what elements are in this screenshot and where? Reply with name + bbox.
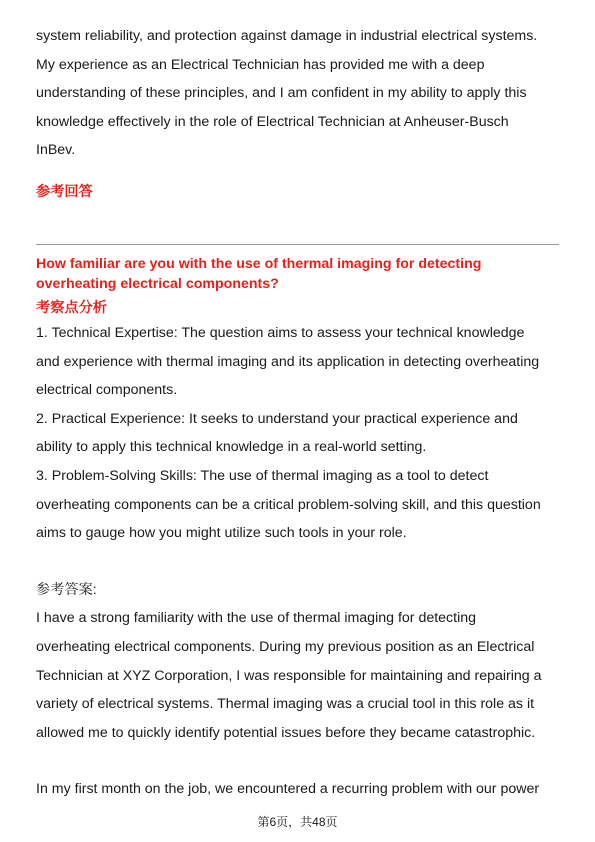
text-line: In my first month on the job, we encountered a recurring problem with our power [36, 781, 540, 798]
text-line: My experience as an Electrical Technician has provided me with a deep [36, 56, 485, 73]
page-number-footer: 第6页，共48页 [257, 815, 338, 829]
text-line: variety of electrical systems. Thermal imaging was a crucial tool in this role as it [36, 696, 535, 713]
text-line: ability to apply this technical knowledge in a real-world setting. [36, 439, 427, 456]
text-line: understanding of these principles, and I am confident in my ability to apply this [36, 85, 527, 102]
text-line: overheating components can be a critical problem-solving skill, and this question [36, 496, 541, 513]
analysis-section [36, 319, 559, 548]
text-line: I have a strong familiarity with the use of thermal imaging for detecting [36, 610, 477, 627]
section-divider [36, 244, 559, 245]
text-line: and experience with thermal imaging and its application in detecting overheating [36, 353, 540, 370]
text-line: overheating electrical components. During my previous position as an Electrical [36, 638, 535, 655]
text-line: 1. Technical Expertise: The question aims to assess your technical knowledge [36, 324, 525, 341]
previous-answer-continuation [36, 22, 559, 165]
question-line: overheating electrical components? [36, 275, 279, 292]
text-line: electrical components. [36, 382, 178, 399]
text-line: 2. Practical Experience: It seeks to understand your practical experience and [36, 410, 518, 427]
question-heading [36, 254, 559, 294]
text-line: knowledge effectively in the role of Electrical Technician at Anheuser-Busch [36, 113, 509, 130]
text-line: 3. Problem-Solving Skills: The use of thermal imaging as a tool to detect [36, 467, 489, 484]
reference-answer-heading: 参考回答 [36, 183, 93, 200]
text-line: InBev. [36, 142, 76, 159]
analysis-heading: 考察点分析 [36, 299, 107, 316]
text-line: system reliability, and protection against damage in industrial electrical systems. [36, 28, 538, 44]
text-line: allowed me to quickly identify potential issues before they became catastrophic. [36, 724, 536, 741]
spacer [36, 548, 559, 576]
question-line: How familiar are you with the use of thermal imaging for detecting [36, 255, 482, 272]
page-content [36, 22, 559, 804]
text-line: aims to gauge how you might utilize such tools in your role. [36, 525, 407, 542]
spacer [36, 747, 559, 775]
answer-section [36, 604, 559, 747]
answer-heading: 参考答案: [36, 581, 97, 598]
text-line: Technician at XYZ Corporation, I was responsible for maintaining and repairing a [36, 667, 542, 684]
answer-section-continued [36, 775, 559, 804]
